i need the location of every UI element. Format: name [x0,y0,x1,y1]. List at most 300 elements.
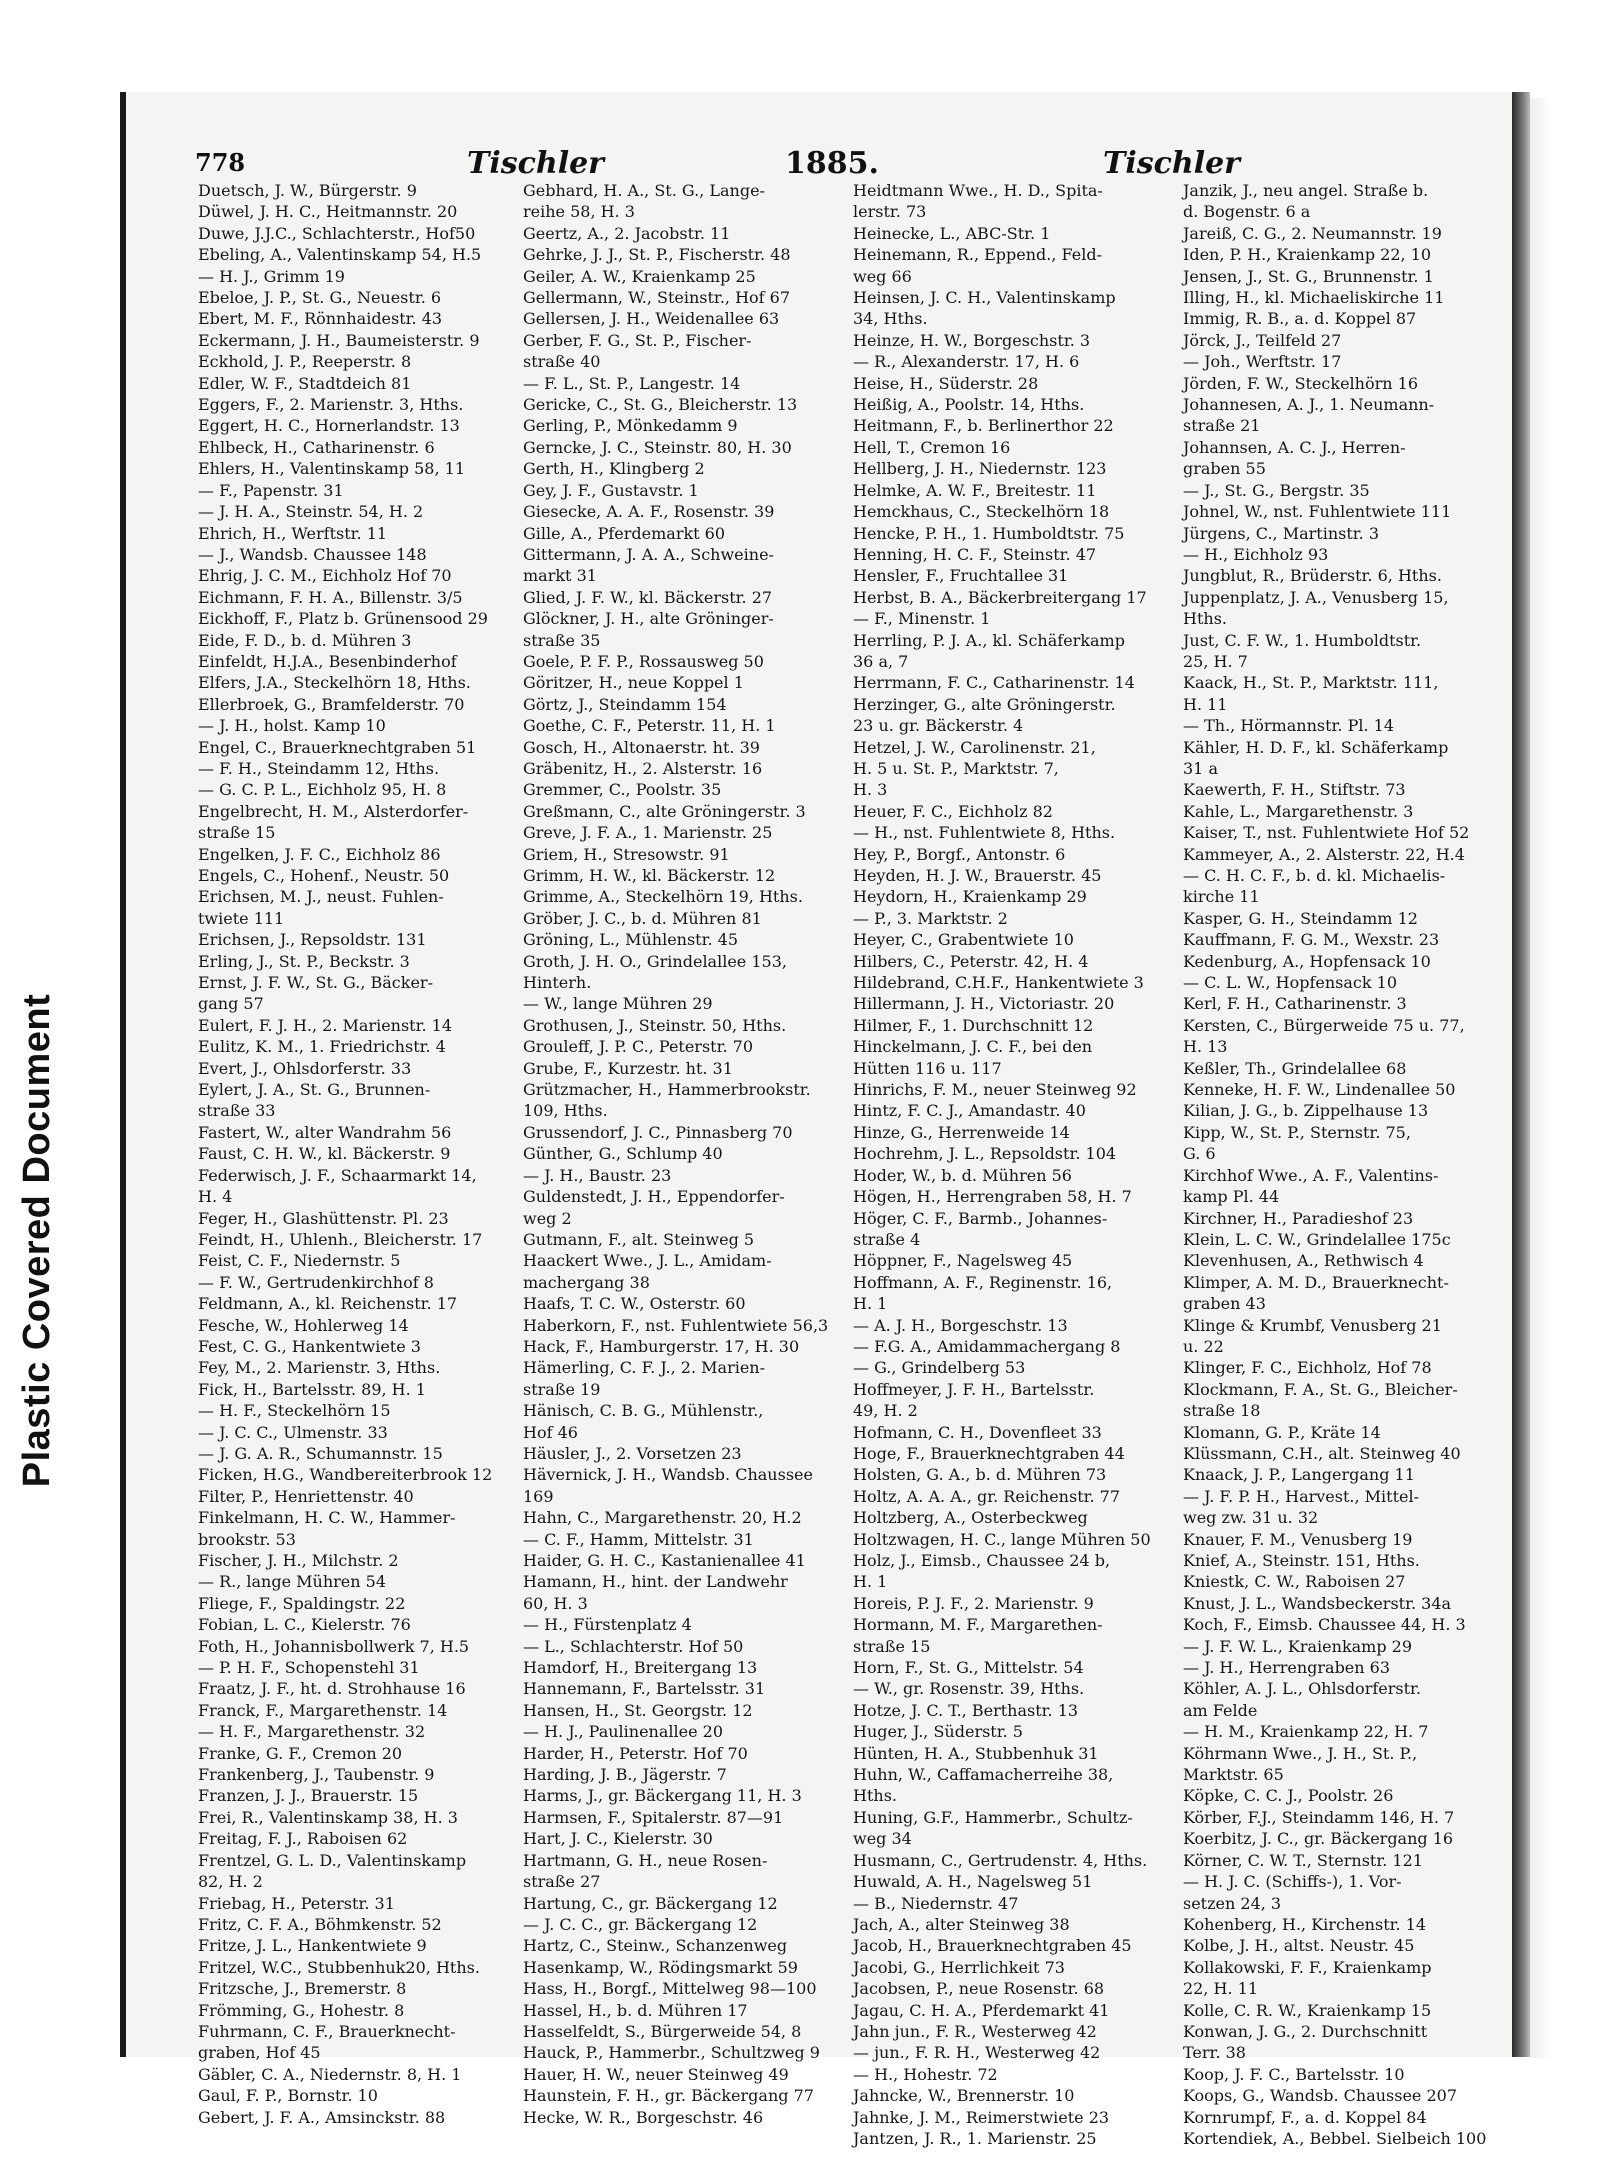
directory-entry: gang 57 [198,994,264,1014]
directory-entry: Just, C. F. W., 1. Humboldtstr. [1183,630,1422,650]
directory-entry: Johnel, W., nst. Fuhlentwiete 111 [1183,502,1452,522]
directory-entry: Eulitz, K. M., 1. Friedrichstr. 4 [198,1037,446,1057]
directory-column-1 [198,180,516,2127]
directory-entry: Körner, C. W. T., Sternstr. 121 [1183,1850,1423,1870]
directory-entry: — L., Schlachterstr. Hof 50 [523,1636,744,1656]
directory-entry: Frei, R., Valentinskamp 38, H. 3 [198,1807,458,1827]
directory-entry: Eggers, F., 2. Marienstr. 3, Hths. [198,395,464,415]
directory-entry: Finkelmann, H. C. W., Hammer- [198,1508,456,1528]
directory-entry: Fritze, J. L., Hankentwiete 9 [198,1936,427,1956]
directory-entry: Franzen, J. J., Brauerstr. 15 [198,1786,419,1806]
directory-entry: straße 15 [198,823,276,843]
directory-entry: Hormann, M. F., Margarethen- [853,1615,1103,1635]
directory-entry: Giesecke, A. A. F., Rosenstr. 39 [523,502,775,522]
directory-entry: Harding, J. B., Jägerstr. 7 [523,1765,727,1785]
directory-entry: Hey, P., Borgf., Antonstr. 6 [853,844,1066,864]
directory-entry: 109, Hths. [523,1101,608,1121]
directory-entry: Ficken, H.G., Wandbereiterbrook 12 [198,1465,493,1485]
directory-entry: weg zw. 31 u. 32 [1183,1508,1319,1528]
directory-entry: Hinterh. [523,973,592,993]
directory-entry: Köhler, A. J. L., Ohlsdorferstr. [1183,1679,1421,1699]
directory-entry: Kasper, G. H., Steindamm 12 [1183,908,1418,928]
directory-entry: Höger, C. F., Barmb., Johannes- [853,1208,1108,1228]
directory-entry: Herzinger, G., alte Gröningerstr. [853,694,1116,714]
directory-entry: Erling, J., St. P., Beckstr. 3 [198,951,410,971]
directory-entry: Gerth, H., Klingberg 2 [523,459,705,479]
directory-entry: Kniestk, C. W., Raboisen 27 [1183,1572,1406,1592]
directory-entry: Hartmann, G. H., neue Rosen- [523,1850,768,1870]
directory-entry: straße 21 [1183,416,1261,436]
directory-entry: Hahn, C., Margarethenstr. 20, H.2 [523,1508,802,1528]
directory-entry: Kohenberg, H., Kirchenstr. 14 [1183,1914,1427,1934]
directory-entry: Hochrehm, J. L., Repsoldstr. 104 [853,1144,1117,1164]
directory-entry: Franck, F., Margarethenstr. 14 [198,1700,448,1720]
directory-entry: kirche 11 [1183,887,1260,907]
directory-entry: Heidtmann Wwe., H. D., Spita- [853,181,1103,200]
directory-entry: Klomann, G. P., Kräte 14 [1183,1422,1381,1442]
directory-entry: Klimper, A. M. D., Brauerknecht- [1183,1272,1449,1292]
directory-entry: Hamann, H., hint. der Landwehr [523,1572,788,1592]
directory-entry: graben, Hof 45 [198,2043,321,2063]
directory-entry: Ernst, J. F. W., St. G., Bäcker- [198,973,433,993]
stamp-text: Plastic Covered Document [16,993,59,1487]
directory-entry: Glied, J. F. W., kl. Bäckerstr. 27 [523,587,773,607]
directory-entry: Gäbler, C. A., Niedernstr. 8, H. 1 [198,2064,462,2084]
directory-entry: — J. C. C., Ulmenstr. 33 [198,1422,388,1442]
directory-entry: Kilian, J. G., b. Zippelhause 13 [1183,1101,1429,1121]
directory-entry: Fliege, F., Spaldingstr. 22 [198,1593,406,1613]
directory-entry: Immig, R. B., a. d. Koppel 87 [1183,309,1417,329]
directory-entry: Klockmann, F. A., St. G., Bleicher- [1183,1379,1458,1399]
directory-entry: — C. F., Hamm, Mittelstr. 31 [523,1529,754,1549]
directory-column-3 [853,180,1171,2148]
directory-entry: Heinsen, J. C. H., Valentinskamp [853,288,1116,308]
directory-entry: Gebert, J. F. A., Amsinckstr. 88 [198,2107,446,2127]
directory-entry: Frankenberg, J., Taubenstr. 9 [198,1765,435,1785]
directory-entry: — R., lange Mühren 54 [198,1572,387,1592]
directory-entry: — F., Papenstr. 31 [198,480,344,500]
directory-entry: Gosch, H., Altonaerstr. ht. 39 [523,737,760,757]
directory-entry: straße 19 [523,1379,601,1399]
directory-entry: Heißig, A., Poolstr. 14, Hths. [853,395,1085,415]
directory-entry: Haider, G. H. C., Kastanienallee 41 [523,1551,806,1570]
directory-entry: Greßmann, C., alte Gröningerstr. 3 [523,801,806,821]
directory-entry: Hinze, G., Herrenweide 14 [853,1122,1070,1142]
directory-entry: Knief, A., Steinstr. 151, Hths. [1183,1551,1420,1570]
directory-entry: Gericke, C., St. G., Bleicherstr. 13 [523,395,798,415]
directory-entry: Johannesen, A. J., 1. Neumann- [1183,395,1435,415]
directory-entry: Feger, H., Glashüttenstr. Pl. 23 [198,1208,449,1228]
directory-entry: Jantzen, J. R., 1. Marienstr. 25 [853,2128,1097,2148]
directory-entry: Gaul, F. P., Bornstr. 10 [198,2086,378,2106]
directory-entry: Gille, A., Pferdemarkt 60 [523,523,726,543]
directory-entry: — F. L., St. P., Langestr. 14 [523,373,741,393]
directory-entry: straße 33 [198,1101,276,1121]
directory-entry: H. 1 [853,1572,888,1592]
directory-entry: twiete 111 [198,908,285,928]
directory-entry: Kirchhof Wwe., A. F., Valentins- [1183,1165,1439,1185]
directory-entry: straße 15 [853,1636,931,1656]
directory-entry: Köpke, C. C. J., Poolstr. 26 [1183,1786,1394,1806]
directory-entry: Engels, C., Hohenf., Neustr. 50 [198,866,450,885]
directory-entry: Hämerling, C. F. J., 2. Marien- [523,1358,766,1378]
directory-entry: Hoffmeyer, J. F. H., Bartelsstr. [853,1379,1095,1399]
directory-entry: Jach, A., alter Steinweg 38 [853,1914,1070,1934]
directory-entry: Hart, J. C., Kielerstr. 30 [523,1829,713,1849]
directory-entry: Ebeling, A., Valentinskamp 54, H.5 [198,245,482,265]
directory-entry: Heydorn, H., Kraienkamp 29 [853,887,1087,907]
directory-entry: — Th., Hörmannstr. Pl. 14 [1183,716,1394,736]
directory-entry: Helmke, A. W. F., Breitestr. 11 [853,480,1097,500]
directory-entry: Holtz, A. A. A., gr. Reichenstr. 77 [853,1486,1121,1506]
directory-entry: Jensen, J., St. G., Brunnenstr. 1 [1183,266,1434,286]
directory-entry: Marktstr. 65 [1183,1765,1284,1785]
directory-entry: Kaiser, T., nst. Fuhlentwiete Hof 52 [1183,823,1470,843]
directory-entry: Hof 46 [523,1422,578,1442]
directory-entry: Kollakowski, F. F., Kraienkamp [1183,1957,1432,1977]
directory-entry: Goethe, C. F., Peterstr. 11, H. 1 [523,716,776,736]
directory-entry: — B., Niedernstr. 47 [853,1893,1019,1913]
directory-entry: Harder, H., Peterstr. Hof 70 [523,1743,748,1763]
directory-entry: Hasenkamp, W., Rödingsmarkt 59 [523,1957,798,1977]
directory-entry: Friebag, H., Peterstr. 31 [198,1893,395,1913]
directory-entry: Grimme, A., Steckelhörn 19, Hths. [523,887,803,907]
directory-entry: — J. H., Baustr. 23 [523,1165,672,1185]
directory-entry: Eylert, J. A., St. G., Brunnen- [198,1080,431,1100]
directory-entry: — C. L. W., Hopfensack 10 [1183,973,1398,993]
directory-entry: Gerling, P., Mönkedamm 9 [523,416,738,436]
directory-entry: Ehlbeck, H., Catharinenstr. 6 [198,437,435,457]
directory-entry: Fischer, J. H., Milchstr. 2 [198,1551,399,1570]
directory-entry: Kammeyer, A., 2. Alsterstr. 22, H.4 [1183,844,1465,864]
directory-entry: Kerl, F. H., Catharinenstr. 3 [1183,994,1407,1014]
directory-entry: Hensler, F., Fruchtallee 31 [853,566,1069,586]
directory-entry: — H. M., Kraienkamp 22, H. 7 [1183,1722,1429,1742]
directory-entry: — A. J. H., Borgeschstr. 13 [853,1315,1068,1335]
directory-entry: Günther, G., Schlump 40 [523,1144,723,1164]
directory-entry: Herrmann, F. C., Catharinenstr. 14 [853,673,1135,693]
directory-entry: — J. G. A. R., Schumannstr. 15 [198,1443,443,1463]
directory-entry: Hellberg, J. H., Niedernstr. 123 [853,459,1107,479]
directory-entry: Hannemann, F., Bartelsstr. 31 [523,1679,766,1699]
directory-entry: setzen 24, 3 [1183,1893,1282,1913]
directory-entry: G. 6 [1183,1144,1216,1164]
directory-entry: Jacobsen, P., neue Rosenstr. 68 [853,1979,1105,1999]
directory-entry: Hell, T., Cremon 16 [853,437,1011,457]
directory-entry: 23 u. gr. Bäckerstr. 4 [853,716,1024,736]
directory-entry: Jacobi, G., Herrlichkeit 73 [853,1957,1065,1977]
directory-entry: Kähler, H. D. F., kl. Schäferkamp [1183,737,1449,757]
directory-entry: Griem, H., Stresowstr. 91 [523,844,730,864]
directory-entry: graben 55 [1183,459,1266,479]
directory-entry: Frömming, G., Hohestr. 8 [198,2000,405,2020]
directory-entry: — H. F., Margarethenstr. 32 [198,1722,426,1742]
directory-entry: — J. H., holst. Kamp 10 [198,716,386,736]
directory-entry: markt 31 [523,566,597,586]
directory-entry: straße 4 [853,1229,921,1249]
directory-entry: Hilmer, F., 1. Durchschnitt 12 [853,1015,1094,1035]
directory-entry: Hänisch, C. B. G., Mühlenstr., [523,1401,764,1421]
directory-entry: kamp Pl. 44 [1183,1187,1280,1207]
directory-entry: Jahncke, W., Brennerstr. 10 [853,2086,1075,2106]
directory-entry: Keßler, Th., Grindelallee 68 [1183,1058,1407,1078]
directory-entry: weg 2 [523,1208,572,1228]
directory-entry: H. 1 [853,1294,888,1314]
directory-entry: Henning, H. C. F., Steinstr. 47 [853,544,1097,564]
directory-entry: Görtz, J., Steindamm 154 [523,694,727,714]
directory-entry: Guldenstedt, J. H., Eppendorfer- [523,1187,785,1207]
directory-entry: Frentzel, G. L. D., Valentinskamp [198,1850,467,1870]
directory-entry: Ebeloe, J. P., St. G., Neuestr. 6 [198,288,442,308]
directory-entry: straße 35 [523,630,601,650]
directory-entry: Hassel, H., b. d. Mühren 17 [523,2000,748,2020]
directory-entry: Grussendorf, J. C., Pinnasberg 70 [523,1122,793,1142]
directory-entry: Gerber, F. G., St. P., Fischer- [523,330,752,350]
directory-entry: 34, Hths. [853,309,928,329]
directory-entry: Fastert, W., alter Wandrahm 56 [198,1122,452,1142]
directory-entry: — F.G. A., Amidammachergang 8 [853,1336,1121,1356]
directory-entry: Federwisch, J. F., Schaarmarkt 14, [198,1165,477,1185]
directory-entry: am Felde [1183,1700,1258,1720]
directory-entry: Hoffmann, A. F., Reginenstr. 16, [853,1272,1113,1292]
directory-entry: Fey, M., 2. Marienstr. 3, Hths. [198,1358,441,1378]
directory-entry: Köhrmann Wwe., J. H., St. P., [1183,1743,1418,1763]
directory-entry: Huning, G.F., Hammerbr., Schultz- [853,1807,1133,1827]
directory-entry: Gehrke, J. J., St. P., Fischerstr. 48 [523,245,791,265]
directory-entry: Eckhold, J. P., Reeperstr. 8 [198,352,412,372]
directory-entry: Gellermann, W., Steinstr., Hof 67 [523,288,791,308]
directory-column-4 [1183,180,1501,2148]
directory-entry: — H., Hohestr. 72 [853,2064,998,2084]
directory-entry: 25, H. 7 [1183,651,1248,671]
directory-entry: Heyer, C., Grabentwiete 10 [853,930,1074,950]
directory-entry: Fuhrmann, C. F., Brauerknecht- [198,2021,456,2041]
directory-entry: Herrling, P. J. A., kl. Schäferkamp [853,630,1125,650]
directory-entry: Heitmann, F., b. Berlinerthor 22 [853,416,1114,436]
plastic-covered-stamp [18,980,58,1500]
directory-entry: Duwe, J.J.C., Schlachterstr., Hof50 [198,223,476,243]
directory-entry: Kahle, L., Margarethenstr. 3 [1183,801,1414,821]
directory-entry: Fest, C. G., Hankentwiete 3 [198,1336,421,1356]
directory-entry: Hildebrand, C.H.F., Hankentwiete 3 [853,973,1144,993]
directory-entry: — Joh., Werftstr. 17 [1183,352,1342,372]
directory-entry: Haafs, T. C. W., Osterstr. 60 [523,1294,746,1314]
directory-entry: Grützmacher, H., Hammerbrookstr. [523,1080,811,1100]
directory-entry: Heyden, H. J. W., Brauerstr. 45 [853,866,1102,885]
directory-entry: Hartung, C., gr. Bäckergang 12 [523,1893,778,1913]
directory-entry: — H. J., Grimm 19 [198,266,345,286]
directory-entry: Einfeldt, H.J.A., Besenbinderhof [198,651,457,671]
directory-entry: Hoder, W., b. d. Mühren 56 [853,1165,1072,1185]
directory-entry: Geiler, A. W., Kraienkamp 25 [523,266,756,286]
directory-entry: Herbst, B. A., Bäckerbreitergang 17 [853,587,1147,607]
directory-entry: Harmsen, F., Spitalerstr. 87—91 [523,1807,784,1827]
directory-entry: Koerbitz, J. C., gr. Bäckergang 16 [1183,1829,1454,1849]
directory-entry: Heinze, H. W., Borgeschstr. 3 [853,330,1091,350]
directory-entry: Ellerbroek, G., Bramfelderstr. 70 [198,694,465,714]
directory-entry: — J. F. W. L., Kraienkamp 29 [1183,1636,1413,1656]
directory-entry: Engelbrecht, H. M., Alsterdorfer- [198,801,469,821]
directory-entry: Illing, H., kl. Michaeliskirche 11 [1183,288,1445,308]
directory-entry: Fritz, C. F. A., Böhmkenstr. 52 [198,1914,442,1934]
directory-entry: — H. F., Steckelhörn 15 [198,1401,391,1421]
directory-entry: H. 5 u. St. P., Marktstr. 7, [853,758,1059,778]
directory-entry: Fesche, W., Hohlerweg 14 [198,1315,409,1335]
directory-entry: Feldmann, A., kl. Reichenstr. 17 [198,1294,458,1314]
directory-entry: Duetsch, J. W., Bürgerstr. 9 [198,181,417,200]
directory-entry: Hecke, W. R., Borgeschstr. 46 [523,2107,764,2127]
directory-entry: Grimm, H. W., kl. Bäckerstr. 12 [523,866,776,885]
directory-entry: Filter, P., Henriettenstr. 40 [198,1486,414,1506]
directory-entry: Hütten 116 u. 117 [853,1058,1002,1078]
directory-entry: Fraatz, J. F., ht. d. Strohhause 16 [198,1679,466,1699]
directory-entry: 49, H. 2 [853,1401,918,1421]
directory-entry: Hansen, H., St. Georgstr. 12 [523,1700,753,1720]
directory-entry: Knauer, F. M., Venusberg 19 [1183,1529,1413,1549]
directory-entry: Heuer, F. C., Eichholz 82 [853,801,1053,821]
directory-entry: Kenneke, H. F. W., Lindenallee 50 [1183,1080,1456,1100]
directory-entry: Körber, F.J., Steindamm 146, H. 7 [1183,1807,1455,1827]
directory-entry: Janzik, J., neu angel. Straße b. [1183,181,1429,200]
directory-entry: reihe 58, H. 3 [523,202,635,222]
directory-entry: Faust, C. H. W., kl. Bäckerstr. 9 [198,1144,451,1164]
directory-entry: Franke, G. F., Cremon 20 [198,1743,403,1763]
directory-entry: Husmann, C., Gertrudenstr. 4, Hths. [853,1850,1148,1870]
directory-entry: Foth, H., Johannisbollwerk 7, H.5 [198,1636,470,1656]
directory-entry: — G., Grindelberg 53 [853,1358,1026,1378]
directory-entry: Haunstein, F. H., gr. Bäckergang 77 [523,2086,814,2106]
directory-entry: Horn, F., St. G., Mittelstr. 54 [853,1658,1084,1678]
running-title-right: Tischler [1103,146,1240,181]
directory-entry: Hillermann, J. H., Victoriastr. 20 [853,994,1115,1014]
directory-entry: — C. H. C. F., b. d. kl. Michaelis- [1183,866,1446,885]
directory-entry: — H., Fürstenplatz 4 [523,1615,692,1635]
directory-entry: Hths. [1183,609,1227,629]
directory-entry: Jürgens, C., Martinstr. 3 [1183,523,1379,543]
directory-entry: Kaack, H., St. P., Marktstr. 111, [1183,673,1439,693]
directory-entry: Gröber, J. C., b. d. Mühren 81 [523,908,762,928]
directory-entry: Glöckner, J. H., alte Gröninger- [523,609,774,629]
directory-entry: H. 4 [198,1187,233,1207]
directory-entry: Jungblut, R., Brüderstr. 6, Hths. [1183,566,1442,586]
directory-entry: weg 66 [853,266,912,286]
directory-entry: Edler, W. F., Stadtdeich 81 [198,373,412,393]
directory-entry: Eckermann, J. H., Baumeisterstr. 9 [198,330,480,350]
directory-entry: — J., Wandsb. Chaussee 148 [198,544,427,564]
directory-entry: — P. H. F., Schopenstehl 31 [198,1658,420,1678]
directory-entry: Ehrig, J. C. M., Eichholz Hof 70 [198,566,452,586]
directory-entry: — G. C. P. L., Eichholz 95, H. 8 [198,780,447,800]
directory-entry: graben 43 [1183,1294,1266,1314]
directory-entry: Kedenburg, A., Hopfensack 10 [1183,951,1431,971]
directory-entry: Hauck, P., Hammerbr., Schultzweg 9 [523,2043,820,2063]
page-number: 778 [195,148,246,177]
directory-entry: u. 22 [1183,1336,1224,1356]
directory-entry: Klinger, F. C., Eichholz, Hof 78 [1183,1358,1432,1378]
directory-entry: Grouleff, J. P. C., Peterstr. 70 [523,1037,754,1057]
directory-entry: Jacob, H., Brauerknechtgraben 45 [853,1936,1132,1956]
directory-entry: Terr. 38 [1183,2043,1246,2063]
directory-entry: Kersten, C., Bürgerweide 75 u. 77, [1183,1015,1465,1035]
directory-entry: Gröning, L., Mühlenstr. 45 [523,930,739,950]
directory-entry: Eulert, F. J. H., 2. Marienstr. 14 [198,1015,453,1035]
directory-entry: Kolle, C. R. W., Kraienkamp 15 [1183,2000,1432,2020]
directory-entry: Haackert Wwe., J. L., Amidam- [523,1251,772,1271]
directory-entry: Gräbenitz, H., 2. Alsterstr. 16 [523,758,763,778]
directory-entry: H. 13 [1183,1037,1228,1057]
directory-entry: Gebhard, H. A., St. G., Lange- [523,181,765,200]
directory-entry: Hilbers, C., Peterstr. 42, H. 4 [853,951,1089,971]
directory-entry: d. Bogenstr. 6 a [1183,202,1311,222]
directory-entry: Kaewerth, F. H., Stiftstr. 73 [1183,780,1406,800]
directory-entry: Höppner, F., Nagelsweg 45 [853,1251,1073,1271]
running-title-left: Tischler [467,146,604,181]
directory-entry: Klein, L. C. W., Grindelallee 175c [1183,1229,1451,1249]
directory-entry: Iden, P. H., Kraienkamp 22, 10 [1183,245,1432,265]
directory-entry: Evert, J., Ohlsdorferstr. 33 [198,1058,412,1078]
directory-entry: Kortendiek, A., Bebbel. Sielbeich 100 [1183,2128,1487,2148]
directory-entry: Klinge & Krumbf, Venusberg 21 [1183,1315,1442,1335]
directory-entry: Hinrichs, F. M., neuer Steinweg 92 [853,1080,1137,1100]
directory-entry: Feindt, H., Uhlenh., Bleicherstr. 17 [198,1229,483,1249]
directory-entry: — J. H., Herrengraben 63 [1183,1658,1391,1678]
directory-entry: — J. C. C., gr. Bäckergang 12 [523,1914,758,1934]
directory-entry: Hofmann, C. H., Dovenfleet 33 [853,1422,1102,1442]
directory-entry: — W., gr. Rosenstr. 39, Hths. [853,1679,1085,1699]
directory-entry: weg 34 [853,1829,912,1849]
directory-entry: Haberkorn, F., nst. Fuhlentwiete 56,3 [523,1315,829,1335]
directory-entry: Gerncke, J. C., Steinstr. 80, H. 30 [523,437,792,457]
directory-entry: Eichmann, F. H. A., Billenstr. 3/5 [198,587,463,607]
directory-entry: — F. W., Gertrudenkirchhof 8 [198,1272,434,1292]
directory-entry: Hünten, H. A., Stubbenhuk 31 [853,1743,1099,1763]
directory-column-2 [523,180,841,2127]
directory-entry: Jörden, F. W., Steckelhörn 16 [1183,373,1419,393]
directory-entry: Hasselfeldt, S., Bürgerweide 54, 8 [523,2021,802,2041]
page-edge [1530,98,1552,2058]
directory-entry: 31 a [1183,758,1218,778]
directory-entry: 22, H. 11 [1183,1979,1259,1999]
directory-entry: Hintz, F. C. J., Amandastr. 40 [853,1101,1086,1121]
directory-entry: Koch, F., Eimsb. Chaussee 44, H. 3 [1183,1615,1466,1635]
directory-entry: Holsten, G. A., b. d. Mühren 73 [853,1465,1107,1485]
directory-entry: Klüssmann, C.H., alt. Steinweg 40 [1183,1443,1461,1463]
directory-entry: Kirchner, H., Paradieshof 23 [1183,1208,1414,1228]
directory-entry: Fritzsche, J., Bremerstr. 8 [198,1979,407,1999]
directory-entry: Ehlers, H., Valentinskamp 58, 11 [198,459,466,479]
directory-entry: Hävernick, J. H., Wandsb. Chaussee [523,1465,813,1485]
directory-entry: Heinecke, L., ABC-Str. 1 [853,223,1051,243]
directory-entry: — H. J., Paulinenallee 20 [523,1722,723,1742]
directory-entry: Juppenplatz, J. A., Venusberg 15, [1183,587,1449,607]
directory-entry: 82, H. 2 [198,1872,263,1892]
directory-entry: Engelken, J. F. C., Eichholz 86 [198,844,441,864]
directory-entry: — J. H. A., Steinstr. 54, H. 2 [198,502,424,522]
directory-entry: — jun., F. R. H., Westerweg 42 [853,2043,1101,2063]
directory-entry: Koops, G., Wandsb. Chaussee 207 [1183,2086,1458,2106]
directory-entry: Konwan, J. G., 2. Durchschnitt [1183,2021,1428,2041]
directory-entry: Freitag, F. J., Raboisen 62 [198,1829,408,1849]
directory-entry: Erichsen, J., Repsoldstr. 131 [198,930,427,950]
directory-entry: 169 [523,1486,554,1506]
directory-entry: Grothusen, J., Steinstr. 50, Hths. [523,1015,787,1035]
directory-entry: Jagau, C. H. A., Pferdemarkt 41 [853,2000,1110,2020]
directory-entry: Groth, J. H. O., Grindelallee 153, [523,951,787,971]
directory-entry: Huger, J., Süderstr. 5 [853,1722,1023,1742]
directory-entry: Jareiß, C. G., 2. Neumannstr. 19 [1183,223,1442,243]
directory-entry: Gey, J. F., Gustavstr. 1 [523,480,699,500]
directory-entry: Düwel, J. H. C., Heitmannstr. 20 [198,202,458,222]
